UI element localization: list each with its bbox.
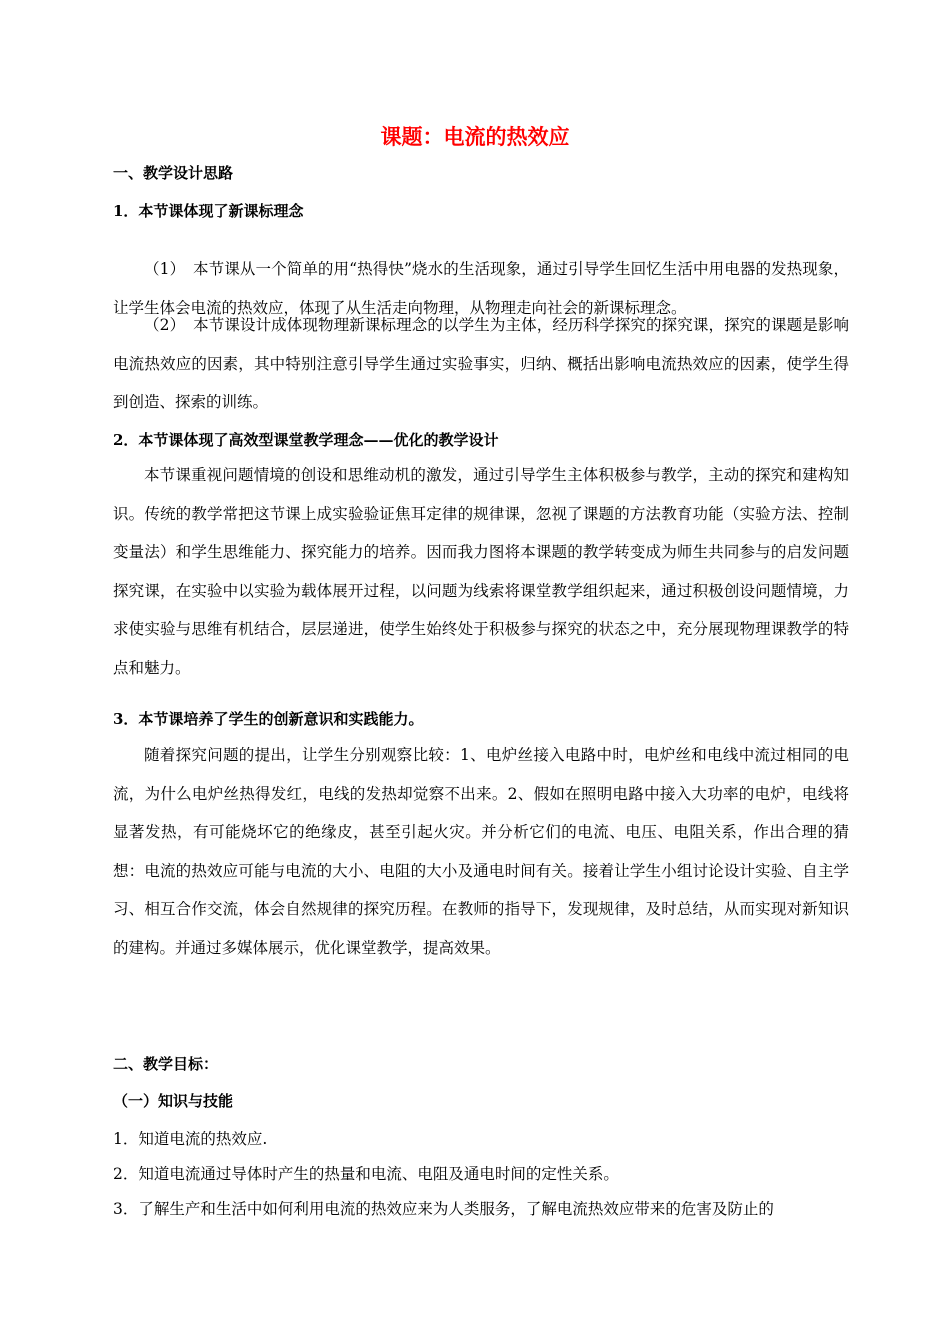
- paragraph-3-1: 随着探究问题的提出，让学生分别观察比较：1、电炉丝接入电路中时，电炉丝和电线中流过相同的电流，为什么电炉丝热得发红，电线的发热却觉察不出来。2、假如在照明电路中接入大功率的电炉，电线将显著发热，有可能烧坏它的绝缘皮，甚至引起火灾。并分析它们的电流、电压、电阻关系，作出合理的猜想：电流的热效应可能与电流的大小、电阻的大小及通电时间有关。接着让学生小组讨论设计实验、自主学习、相互合作交流，体会自然规律的探究历程。在教师的指导下，发现规律，及时总结，从而实现对新知识的建构。并通过多媒体展示，优化课堂教学，提高效果。: [113, 746, 849, 957]
- subheading-innovation: 3．本节课培养了学生的创新意识和实践能力。: [113, 710, 424, 728]
- objective-item: 2．知道电流通过导体时产生的热量和电流、电阻及通电时间的定性关系。: [113, 1165, 619, 1183]
- section-heading-objectives: 二、教学目标：: [113, 1055, 219, 1073]
- subheading-new-curriculum: 1．本节课体现了新课标理念: [113, 202, 304, 220]
- paragraph-2-1: 本节课重视问题情境的创设和思维动机的激发，通过引导学生主体积极参与教学，主动的探究和建构知识。传统的教学常把这节课上成实验验证焦耳定律的规律课，忽视了课题的方法教育功能（实验方法、控制变量法）和学生思维能力、探究能力的培养。因而我力图将本课题的教学转变成为师生共同参与的启发问题探究课，在实验中以实验为载体展开过程，以问题为线索将课堂教学组织起来，通过积极创设问题情境，力求使实验与思维有机结合，层层递进，使学生始终处于积极参与探究的状态之中，充分展现物理课教学的特点和魅力。: [113, 466, 849, 677]
- subheading-efficient-classroom: 2．本节课体现了高效型课堂教学理念——优化的教学设计: [113, 431, 499, 449]
- paragraph-1-2: （2） 本节课设计成体现物理新课标理念的以学生为主体，经历科学探究的探究课，探究的课题是影响电流热效应的因素，其中特别注意引导学生通过实验事实，归纳、概括出影响电流热效应的因素，使学生得到创造、探索的训练。: [113, 316, 849, 411]
- objective-item: 3．了解生产和生活中如何利用电流的热效应来为人类服务，了解电流热效应带来的危害及防止的: [113, 1200, 774, 1218]
- page-title: 课题：电流的热效应: [380, 124, 570, 149]
- paragraph-1-1: （1） 本节课从一个简单的用“热得快”烧水的生活现象，通过引导学生回忆生活中用电器的发热现象，让学生体会电流的热效应，体现了从生活走向物理，从物理走向社会的新课标理念。: [113, 260, 849, 317]
- objective-item: 1．知道电流的热效应.: [113, 1130, 268, 1148]
- section-heading-design: 一、教学设计思路: [113, 164, 234, 182]
- subheading-knowledge-skills: （一）知识与技能: [113, 1092, 234, 1110]
